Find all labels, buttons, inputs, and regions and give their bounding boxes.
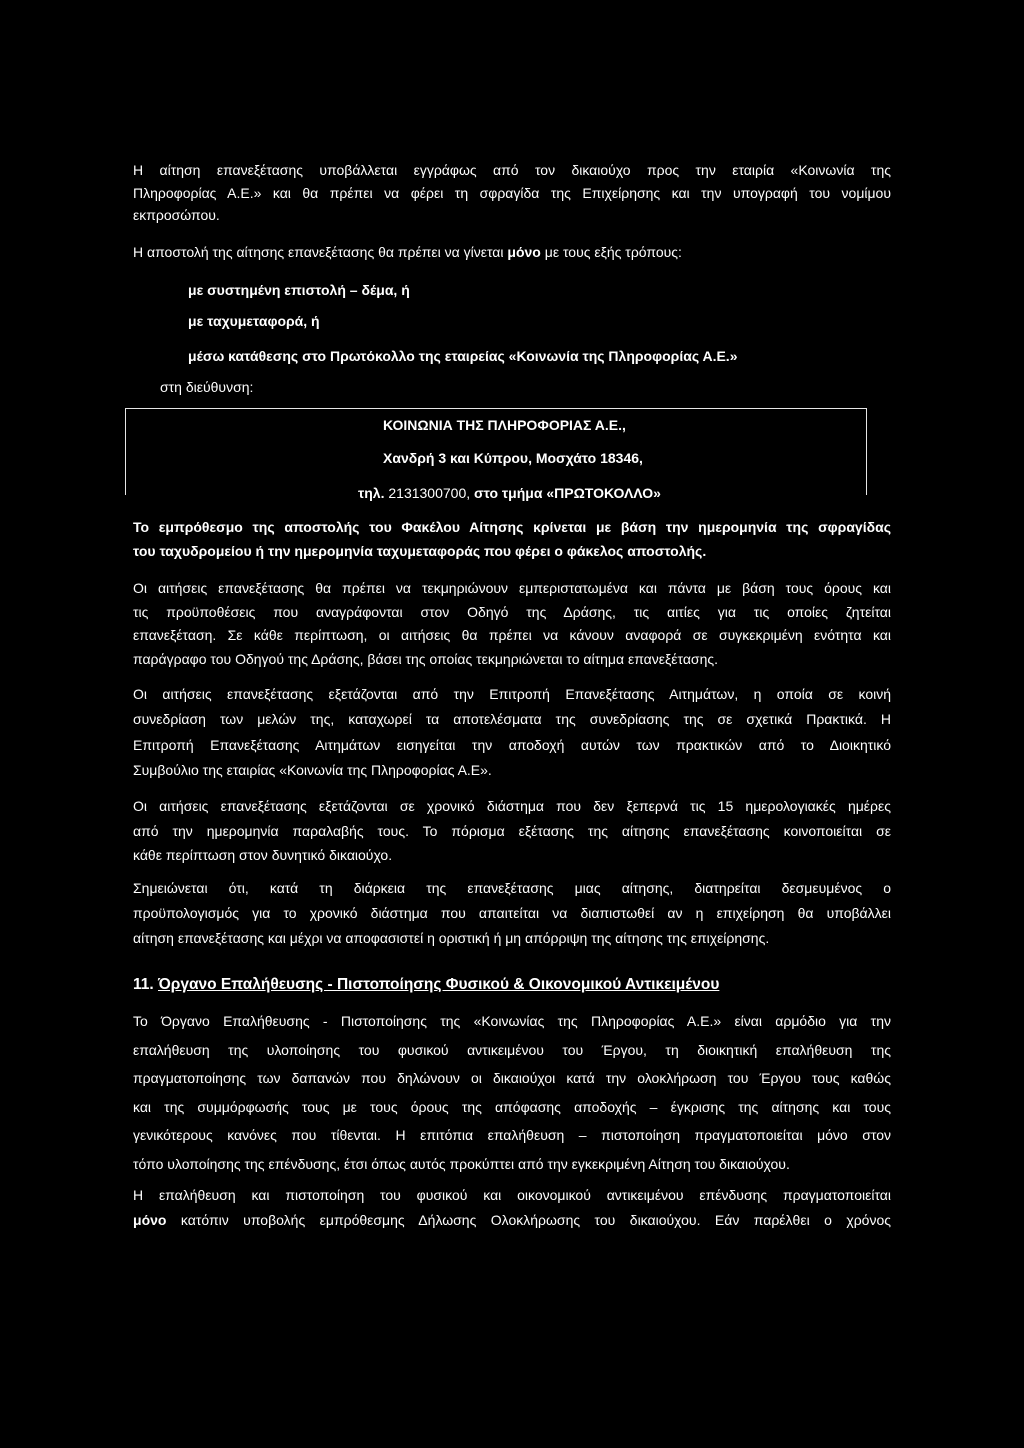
paragraph-line: Το εμπρόθεσμο της αποστολής του Φακέλου Αίτησης κρίνεται με βάση την ημερομηνία της σφραγίδας [133, 519, 891, 535]
sending-intro-text: Η αποστολή της αίτησης επανεξέτασης θα πρέπει να γίνεται [133, 244, 504, 260]
submission-paragraph [133, 159, 891, 227]
timeframe-paragraph [133, 794, 891, 868]
paragraph-line: Το Όργανο Επαλήθευσης - Πιστοποίησης της «Κοινωνίας της Πληροφορίας Α.Ε.» είναι αρμόδιο για την [133, 1013, 891, 1029]
paragraph-line: Η αίτηση επανεξέτασης υποβάλλεται εγγράφως από τον δικαιούχο προς την εταιρία «Κοινωνία της [133, 162, 891, 178]
deadline-paragraph [133, 515, 891, 563]
sending-intro [133, 242, 891, 262]
paragraph-line-text: κατόπιν υποβολής εμπρόθεσμης Δήλωσης Ολοκλήρωσης του δικαιούχου. Εάν παρέλθει ο χρόνος [180, 1212, 891, 1228]
phone-number: 2131300700, [388, 485, 471, 501]
paragraph-line: Οι αιτήσεις επανεξέτασης εξετάζονται σε χρονικό διάστημα που δεν ξεπερνά τις 15 ημερολογιακές ημέρες [133, 798, 891, 814]
paragraph-line: επαλήθευση της υλοποίησης του φυσικού αντικειμένου του Έργου, τη διοικητική επαλήθευση της [133, 1041, 891, 1058]
paragraph-line: Συμβούλιο της εταιρίας «Κοινωνία της Πληροφορίας Α.Ε». [133, 761, 492, 778]
paragraph-line: Η επαλήθευση και πιστοποίηση του φυσικού και οικονομικού αντικειμένου επένδυσης πραγματοποιείται [133, 1187, 891, 1203]
sending-intro-text: με τους εξής τρόπους: [544, 244, 682, 260]
paragraph-line: αίτηση επανεξέτασης και μέχρι να αποφασιστεί η οριστική ή μη απόρριψη της αίτησης της επιχείρησης. [133, 930, 770, 946]
paragraph-line: προϋπολογισμός για το χρονικό διάστημα που απαιτείται να διαπιστωθεί αν η επιχείρηση θα υποβάλλει [133, 905, 891, 921]
paragraph-line: από την ημερομηνία παραλαβής τους. Το πόρισμα εξέτασης της αίτησης επανεξέτασης κοινοποιείται σε [133, 822, 891, 839]
budget-paragraph [133, 876, 891, 951]
address-phone [358, 483, 661, 503]
paragraph-line [133, 1208, 891, 1233]
emphasis-text: μόνο [507, 244, 541, 260]
department-name: στο τμήμα «ΠΡΩΤΟΚΟΛΛΟ» [474, 485, 661, 501]
committee-paragraph [133, 682, 891, 783]
section-heading [133, 974, 891, 996]
paragraph-line: τόπο υλοποίησης της επένδυσης, έτσι όπως αυτός προκύπτει από την εγκεκριμένη Αίτηση του δικαιούχου. [133, 1155, 790, 1172]
paragraph-line: γενικότερους κανόνες που τίθενται. Η επιτόπια επαλήθευση – πιστοποίηση πραγματοποιείται μόνο στον [133, 1127, 891, 1144]
address-street: Χανδρή 3 και Κύπρου, Μοσχάτο 18346, [383, 450, 643, 466]
paragraph-line: τις προϋποθέσεις που αναγράφονται στον Οδηγό της Δράσης, τις αιτίες για τις οποίες ζητείται [133, 603, 891, 620]
emphasis-text: μόνο [133, 1212, 167, 1228]
section-title: Όργανο Επαλήθευσης - Πιστοποίησης Φυσικού & Οικονομικού Αντικειμένου [158, 976, 720, 993]
address-label: στη διεύθυνση: [160, 379, 254, 395]
section-number: 11. [133, 976, 154, 993]
paragraph-line: Σημειώνεται ότι, κατά τη διάρκεια της επανεξέτασης μιας αίτησης, διατηρείται δεσμευμένος ο [133, 880, 891, 896]
paragraph-line: Επιτροπή Επανεξέτασης Αιτημάτων εισηγείται την αποδοχή αυτών των πρακτικών από το Διοικητικό [133, 736, 891, 753]
address-box [125, 408, 867, 501]
phone-label: τηλ. [358, 485, 385, 501]
paragraph-line: του ταχυδρομείου ή την ημερομηνία ταχυμεταφοράς που φέρει ο φάκελος αποστολής. [133, 543, 707, 559]
sending-method-protocol-filing: μέσω κατάθεσης στο Πρωτόκολλο της εταιρείας «Κοινωνία της Πληροφορίας Α.Ε.» [188, 348, 738, 364]
paragraph-line: και της συμμόρφωσής τους με τους όρους της απόφασης αποδοχής – έγκρισης της αίτησης και τους [133, 1098, 891, 1115]
sending-method-courier: με ταχυμεταφορά, ή [188, 313, 320, 329]
paragraph-line: Οι αιτήσεις επανεξέτασης θα πρέπει να τεκμηριώνουν εμπεριστατωμένα και πάντα με βάση τους όρους και [133, 580, 891, 596]
justification-paragraph [133, 577, 891, 672]
paragraph-line: κάθε περίπτωση στον δυνητικό δικαιούχο. [133, 847, 393, 863]
address-company: ΚΟΙΝΩΝΙΑ ΤΗΣ ΠΛΗΡΟΦΟΡΙΑΣ Α.Ε., [383, 417, 626, 433]
paragraph-line: παράγραφο του Οδηγού της Δράσης, βάσει της οποίας τεκμηριώνεται το αίτημα επανεξέτασης. [133, 651, 718, 668]
paragraph-line: Οι αιτήσεις επανεξέτασης εξετάζονται από την Επιτροπή Επανεξέτασης Αιτημάτων, η οποία σε κοινή [133, 686, 891, 702]
paragraph-line: συνεδρίαση των μελών της, καταχωρεί τα αποτελέσματα της συνεδρίασης της σε σχετικά Πρακτικά. Η [133, 711, 891, 728]
verification-timing-paragraph [133, 1183, 891, 1233]
verification-body-paragraph [133, 1007, 891, 1179]
paragraph-line: επανεξέταση. Σε κάθε περίπτωση, οι αιτήσεις θα πρέπει να κάνουν αναφορά σε συγκεκριμένη ενότητα και [133, 627, 891, 644]
sending-method-registered-mail: με συστημένη επιστολή – δέμα, ή [188, 282, 410, 298]
paragraph-line: πραγματοποίησης των δαπανών που δηλώνουν οι δικαιούχοι κατά την ολοκλήρωση του Έργου τους καθώς [133, 1070, 891, 1087]
paragraph-line: εκπροσώπου. [133, 207, 220, 223]
paragraph-line: Πληροφορίας Α.Ε.» και θα πρέπει να φέρει τη σφραγίδα της Επιχείρησης και την υπογραφή του νομίμου [133, 184, 891, 201]
